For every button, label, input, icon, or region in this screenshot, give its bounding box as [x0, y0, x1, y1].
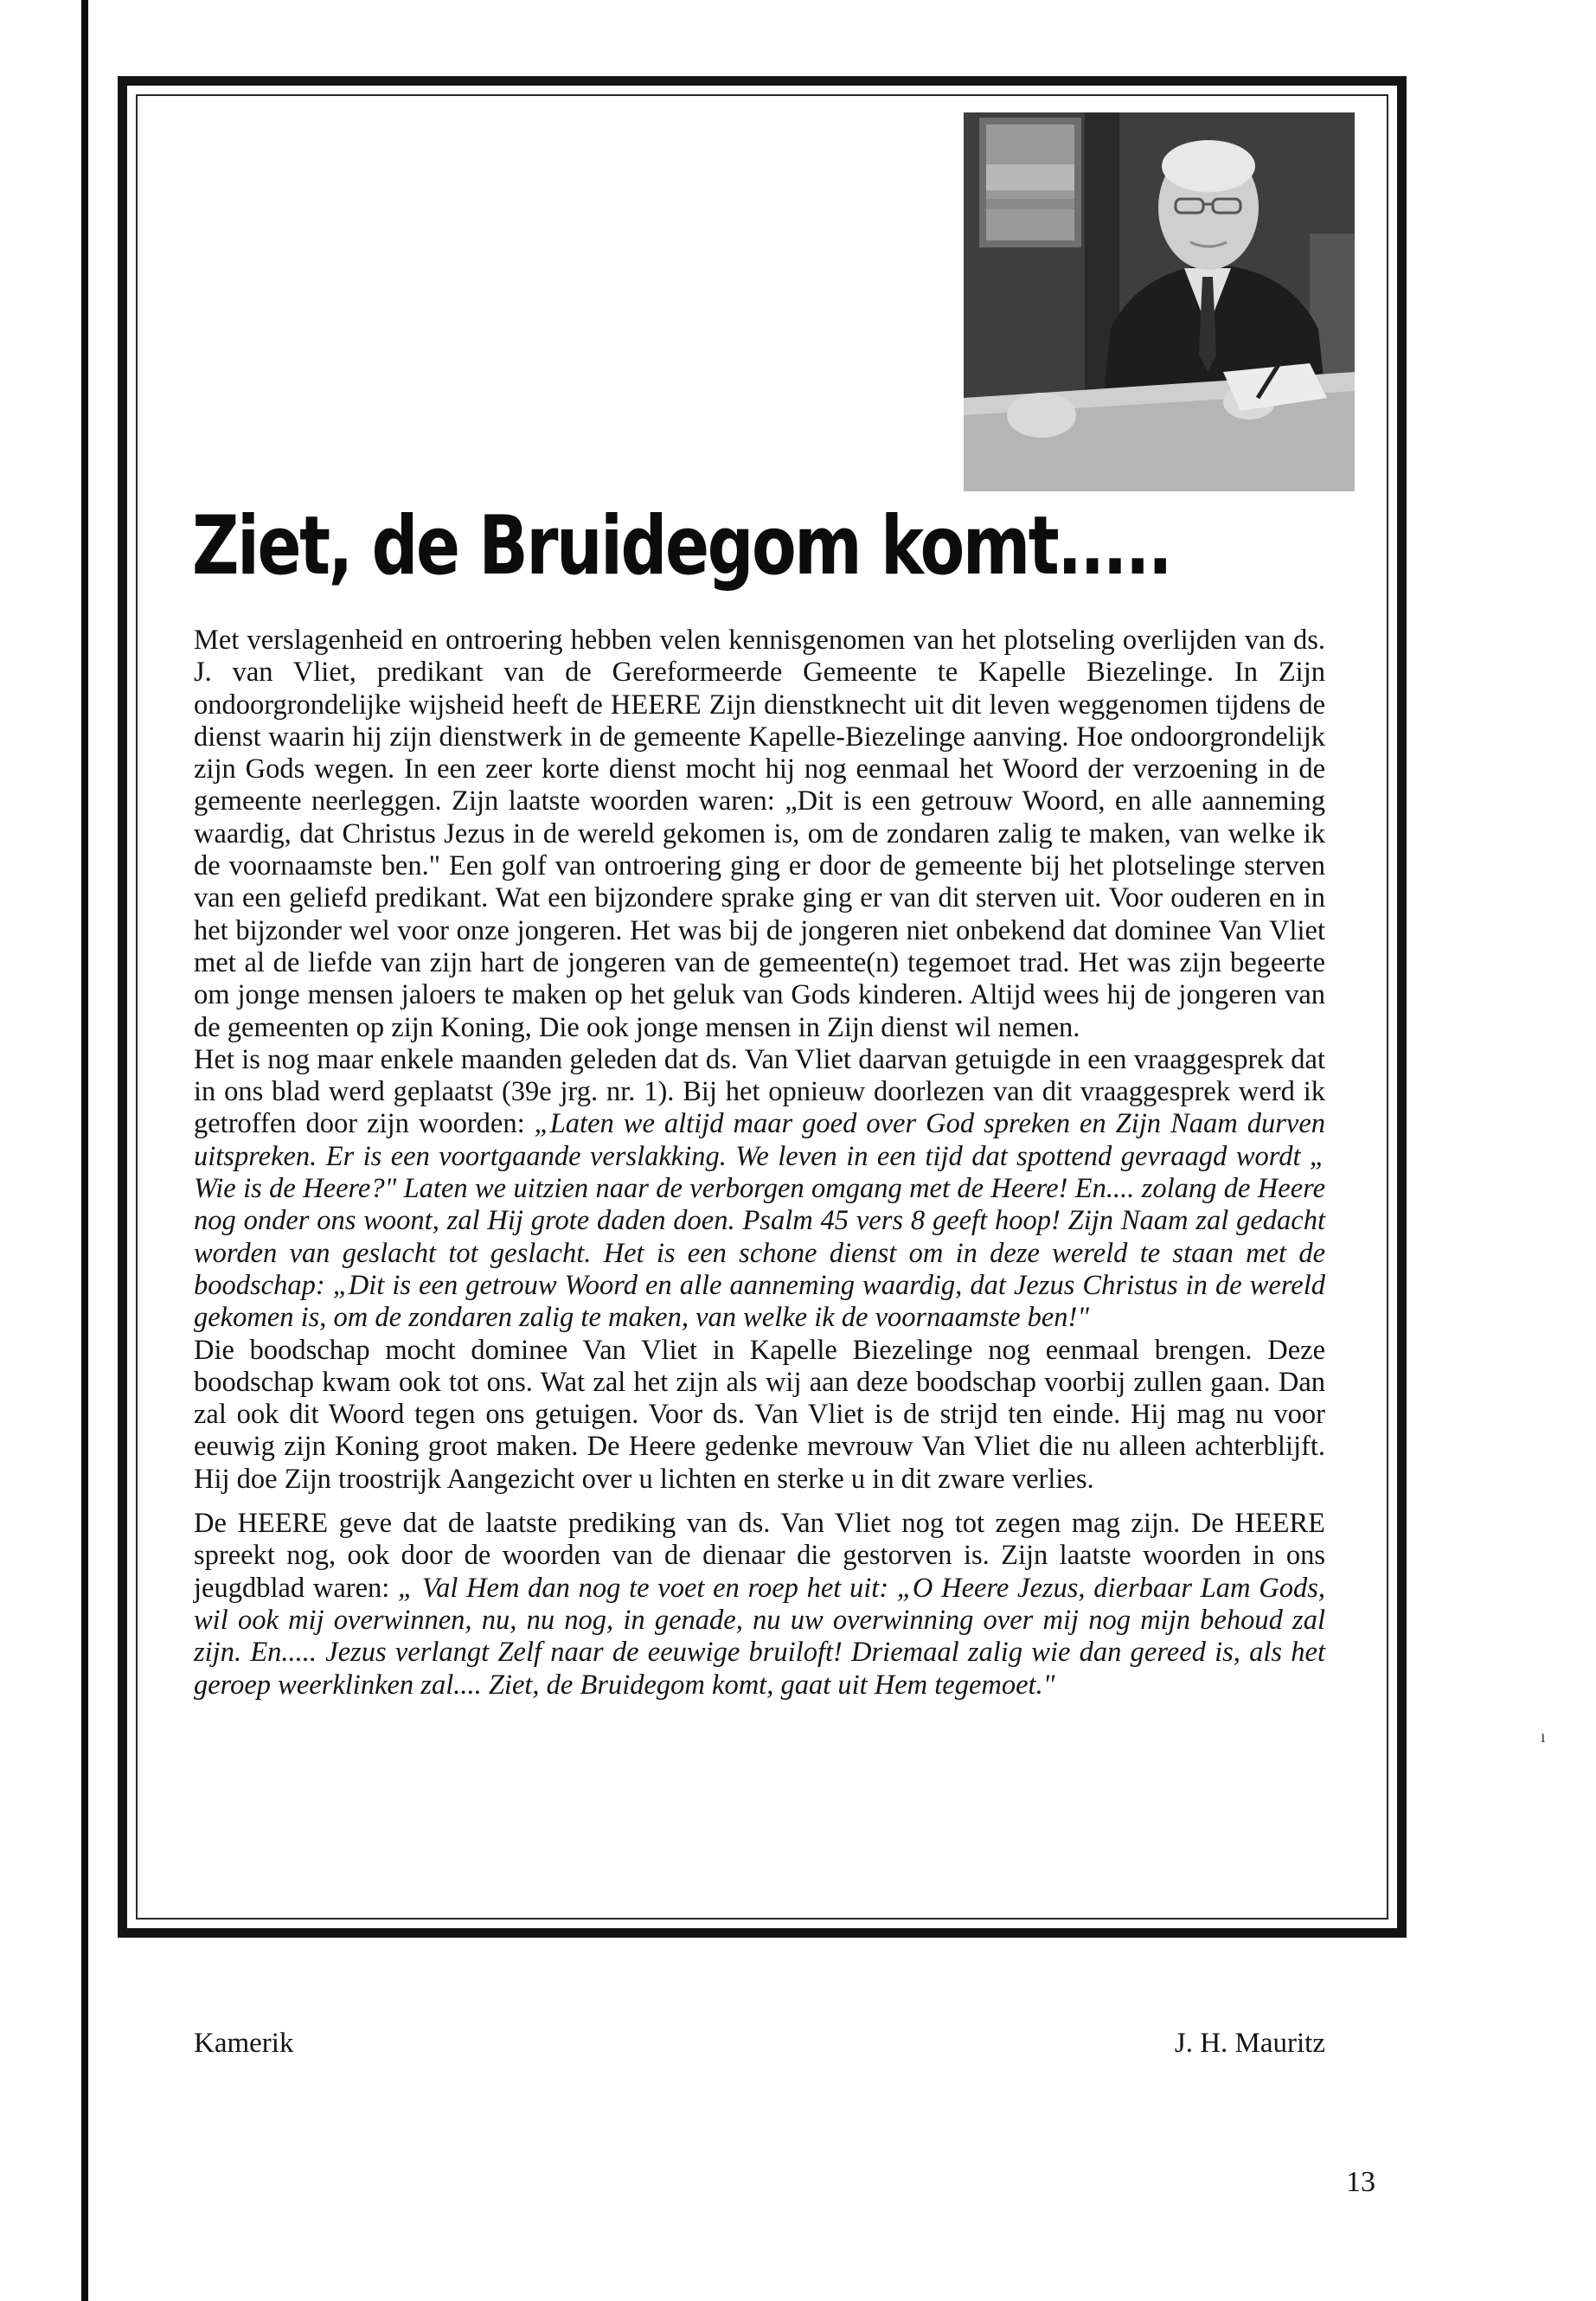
- signature-place: Kamerik: [194, 2028, 294, 2059]
- paragraph-message: Die boodschap mocht dominee Van Vliet in Kapelle Biezelinge nog eenmaal brengen. Deze boodschap kwam ook tot ons. Wat zal het zijn als wij aan deze boodschap voorbij zullen gaan. Dan zal ook dit Woord tegen ons getuigen. Voor ds. Van Vliet is de strijd ten einde. Hij mag nu voor eeuwig zijn Koning groot maken. De Heere gedenke mevrouw Van Vliet die nu alleen achterblijft. Hij doe Zijn troostrijk Aangezicht over u lichten en sterke u in dit zware verlies.: [194, 1334, 1325, 1495]
- binding-edge-line: [81, 0, 88, 2301]
- paragraph-intro: Met verslagenheid en ontroering hebben velen kennisgenomen van het plotseling overlijden van ds. J. van Vliet, predikant van de Gereformeerde Gemeente te Kapelle Biezelinge. In Zijn ondoorgrondelijke wijsheid heeft de HEERE Zijn dienstknecht uit dit leven weggenomen tijdens de dienst waarin hij zijn dienstwerk in de gemeente Kapelle-Biezelinge aanving. Hoe ondoorgrondelijk zijn Gods wegen. In een zeer korte dienst mocht hij nog eenmaal het Woord der verzoening in de gemeente neerleggen. Zijn laatste woorden waren: „Dit is een getrouw Woord, en alle aanneming waardig, dat Christus Jezus in de wereld gekomen is, om de zondaren zalig te maken, van welke ik de voornaamste ben." Een golf van ontroering ging er door de gemeente bij het plotselinge sterven van een geliefd predikant. Wat een bijzondere sprake ging er van dit sterven uit. Voor ouderen en in het bijzonder wel voor onze jongeren. Het was bij de jongeren niet onbekend dat dominee Van Vliet met al de liefde van zijn hart de jongeren van de gemeente(n) tegemoet trad. Het was zijn begeerte om jonge mensen jaloers te maken op het geluk van Gods kinderen. Altijd wees hij de jongeren van de gemeenten op zijn Koning, Die ook jonge mensen in Zijn dienst wil nemen.: [194, 625, 1325, 1043]
- portrait-illustration: [964, 112, 1355, 491]
- print-speck: ı: [1541, 1727, 1546, 1747]
- portrait-photo: [964, 112, 1355, 491]
- paragraph-closing: [194, 1508, 1325, 1702]
- signature-line: [194, 2027, 1325, 2060]
- paragraph-closing-text: De HEERE geve dat de laatste prediking van ds. Van Vliet nog tot zegen mag zijn. De HEERE spreekt nog, ook door de woorden van de dienaar die gestorven is. Zijn laatste woorden in ons jeugdblad waren:: [194, 1508, 1325, 1604]
- paragraph-interview: [194, 1044, 1325, 1335]
- article-body: [194, 625, 1325, 1702]
- article-headline: Ziet, de Bruidegom komt.....: [192, 499, 1171, 593]
- paragraph-interview-text: Het is nog maar enkele maanden geleden dat ds. Van Vliet daarvan getuigde in een vraaggesprek dat in ons blad werd geplaatst (39e jrg. nr. 1). Bij het opnieuw doorlezen van dit vraaggesprek werd ik getroffen door zijn woorden:: [194, 1043, 1325, 1140]
- page-number: 13: [1346, 2166, 1375, 2198]
- paragraph-interview-quote: „Laten we altijd maar goed over God spreken en Zijn Naam durven uitspreken. Er is een voortgaande verslakking. We leven in een tijd dat spottend gevraagd wordt „ Wie is de Heere?" Laten we uitzien naar de verborgen omgang met de Heere! En.... zolang de Heere nog onder ons woont, zal Hij grote daden doen. Psalm 45 vers 8 geeft hoop! Zijn Naam zal gedacht worden van geslacht tot geslacht. Het is een schone dienst om in deze wereld te staan met de boodschap: „Dit is een getrouw Woord en alle aanneming waardig, dat Jezus Christus in de wereld gekomen is, om de zondaren zalig te maken, van welke ik de voornaamste ben!": [194, 1108, 1325, 1334]
- paragraph-closing-quote: „ Val Hem dan nog te voet en roep het uit: „O Heere Jezus, dierbaar Lam Gods, wil ook mij overwinnen, nu, nu nog, in genade, nu uw overwinning over mij nog mijn behoud zal zijn. En..... Jezus verlangt Zelf naar de eeuwige bruiloft! Driemaal zalig wie dan gereed is, als het geroep weerklinken zal.... Ziet, de Bruidegom komt, gaat uit Hem tegemoet.": [194, 1572, 1325, 1701]
- signature-author: J. H. Mauritz: [1174, 2028, 1325, 2059]
